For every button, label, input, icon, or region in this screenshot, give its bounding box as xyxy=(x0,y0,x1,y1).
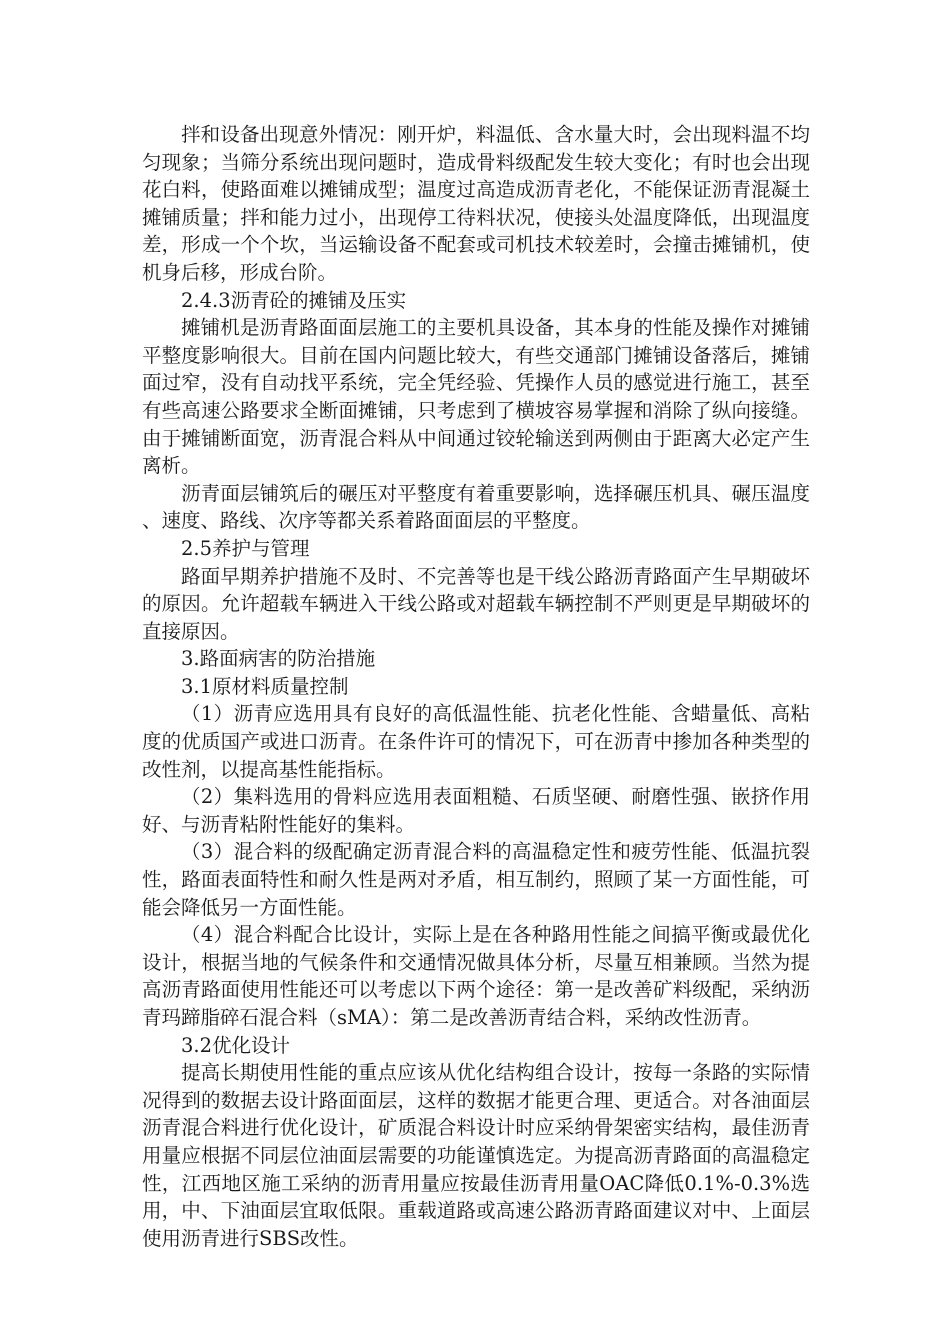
paragraph-item-3: （3）混合料的级配确定沥青混合料的高温稳定性和疲劳性能、低温抗裂性，路面表面特性和耐久性是两对矛盾，相互制约，照顾了某一方面性能，可能会降低另一方面性能。 xyxy=(142,840,810,919)
paragraph-item-2: （2）集料选用的骨料应选用表面粗糙、石质坚硬、耐磨性强、嵌挤作用好、与沥青粘附性能好的集料。 xyxy=(142,785,810,836)
paragraph-item-1: （1）沥青应选用具有良好的高低温性能、抗老化性能、含蜡量低、高粘度的优质国产或进口沥青。在条件许可的情况下，可在沥青中掺加各种类型的改性剂，以提高基性能指标。 xyxy=(142,702,810,781)
paragraph-item-4: （4）混合料配合比设计，实际上是在各种路用性能之间搞平衡或最优化设计，根据当地的气候条件和交通情况做具体分析，尽量互相兼顾。当然为提高沥青路面使用性能还可以考虑以下两个途径：第一是改善矿料级配，采纳沥青玛蹄脂碎石混合料（sMA）：第二是改善沥青结合料，采纳改性沥青。 xyxy=(142,923,810,1029)
paragraph-maintenance: 路面早期养护措施不及时、不完善等也是干线公路沥青路面产生早期破坏的原因。允许超载车辆进入干线公路或对超载车辆控制不严则更是早期破坏的直接原因。 xyxy=(142,564,810,643)
paragraph-paver: 摊铺机是沥青路面面层施工的主要机具设备，其本身的性能及操作对摊铺平整度影响很大。目前在国内问题比较大，有些交通部门摊铺设备落后，摊铺面过窄，没有自动找平系统，完全凭经验、凭操作人员的感觉进行施工，甚至有些高速公路要求全断面摊铺，只考虑到了横坡容易掌握和消除了纵向接缝。由于摊铺断面宽，沥青混合料从中间通过铰轮输送到两侧由于距离大必定产生离析。 xyxy=(142,316,810,478)
heading-3-2: 3.2优化设计 xyxy=(181,1033,291,1057)
heading-3-1: 3.1原材料质量控制 xyxy=(181,674,349,698)
paragraph-optimization: 提高长期使用性能的重点应该从优化结构组合设计，按每一条路的实际情况得到的数据去设计路面面层，这样的数据才能更合理、更适合。对各油面层沥青混合料进行优化设计，矿质混合料设计时应采纳骨架密实结构，最佳沥青用量应根据不同层位油面层需要的功能谨慎选定。为提高沥青路面的高温稳定性，江西地区施工采纳的沥青用量应按最佳沥青用量OAC降低0.1%-0.3%选用，中、下油面层宜取低限。重载道路或高速公路沥青路面建议对中、上面层使用沥青进行SBS改性。 xyxy=(142,1061,810,1250)
paragraph-compaction: 沥青面层铺筑后的碾压对平整度有着重要影响，选择碾压机具、碾压温度、速度、路线、次序等都关系着路面面层的平整度。 xyxy=(142,481,810,533)
heading-2-4-3: 2.4.3沥青砼的摊铺及压实 xyxy=(181,288,407,312)
paragraph-mixing-equipment: 拌和设备出现意外情况：刚开炉，料温低、含水量大时，会出现料温不均匀现象；当筛分系统出现问题时，造成骨料级配发生较大变化；有时也会出现花白料，使路面难以摊铺成型；温度过高造成沥青老化，不能保证沥青混凝土摊铺质量；拌和能力过小，出现停工待料状况，使接头处温度降低，出现温度差，形成一个个坎，当运输设备不配套或司机技术较差时，会撞击摊铺机，使机身后移，形成台阶。 xyxy=(142,123,810,284)
heading-3: 3.路面病害的防治措施 xyxy=(181,647,376,671)
document-page xyxy=(142,121,810,1252)
heading-2-5: 2.5养护与管理 xyxy=(181,536,310,560)
